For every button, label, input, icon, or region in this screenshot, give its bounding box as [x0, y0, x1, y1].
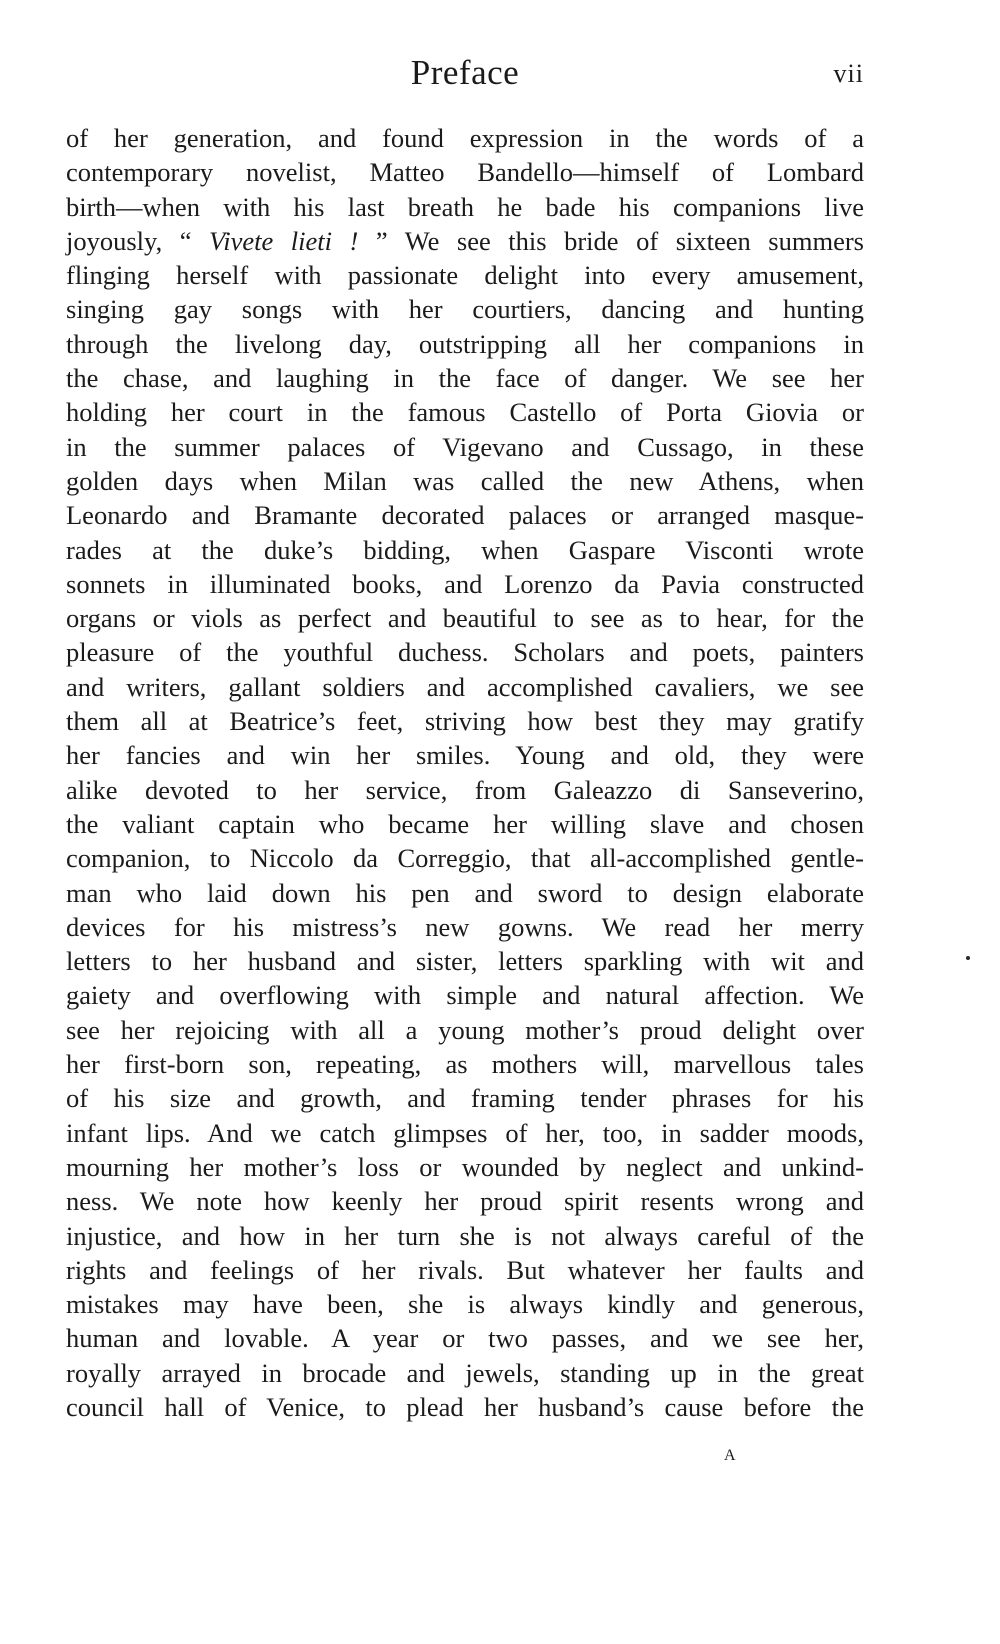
text-line-with-italic-quote — [66, 224, 864, 258]
text-line: Leonardo and Bramante decorated palaces or arranged masque- — [66, 500, 864, 531]
text-line: the chase, and laughing in the face of danger. We see her — [66, 363, 864, 394]
text-line: golden days when Milan was called the new Athens, when — [66, 465, 864, 496]
text-line: human and lovable. A year or two passes, and we see her, — [66, 1323, 864, 1354]
text-line: council hall of Venice, to plead her husband’s cause before the — [66, 1391, 864, 1422]
text-line: devices for his mistress’s new gowns. We read her merry — [66, 911, 864, 942]
text-line: contemporary novelist, Matteo Bandello—himself of Lombard — [66, 157, 864, 188]
text-line: sonnets in illuminated books, and Lorenzo da Pavia constructed — [66, 568, 864, 599]
text-line: organs or viols as perfect and beautiful to see as to hear, for the — [66, 603, 864, 634]
page-title: Preface — [410, 53, 520, 92]
ink-speck — [966, 956, 970, 960]
text-line: holding her court in the famous Castello of Porta Giovia or — [66, 397, 864, 428]
signature-mark: A — [724, 1447, 737, 1464]
running-head — [66, 48, 864, 98]
text-line: through the livelong day, outstripping all her companions in — [66, 328, 864, 359]
text-line: the valiant captain who became her willing slave and chosen — [66, 808, 864, 839]
text-line: of her generation, and found expression in the words of a — [66, 123, 864, 153]
italic-quotation: Vivete lieti ! — [209, 225, 359, 256]
text-line: rades at the duke’s bidding, when Gaspare Visconti wrote — [66, 534, 864, 565]
preface-body-text — [66, 121, 864, 1424]
text-line: mistakes may have been, she is always kindly and generous, — [66, 1289, 864, 1320]
text-line: man who laid down his pen and sword to design elaborate — [66, 877, 864, 908]
text-line: pleasure of the youthful duchess. Scholars and poets, painters — [66, 637, 864, 668]
text-line: injustice, and how in her turn she is not always careful of the — [66, 1220, 864, 1251]
text-line: of his size and growth, and framing tender phrases for his — [66, 1083, 864, 1114]
text-line: see her rejoicing with all a young mother’s proud delight over — [66, 1014, 864, 1045]
text-line: letters to her husband and sister, letters sparkling with wit and — [66, 946, 864, 977]
text-segment: ” We see this bride of sixteen summers — [358, 225, 864, 256]
text-line: gaiety and overflowing with simple and natural affection. We — [66, 980, 864, 1011]
text-line: them all at Beatrice’s feet, striving how best they may gratify — [66, 706, 864, 737]
text-line: birth—when with his last breath he bade his companions live — [66, 191, 864, 222]
text-line: companion, to Niccolo da Correggio, that all-accomplished gentle- — [66, 843, 864, 874]
text-line: in the summer palaces of Vigevano and Cussago, in these — [66, 431, 864, 462]
text-line: singing gay songs with her courtiers, dancing and hunting — [66, 294, 864, 325]
text-line: rights and feelings of her rivals. But whatever her faults and — [66, 1254, 864, 1285]
text-segment: joyously, “ — [66, 225, 210, 256]
page-number: vii — [833, 59, 864, 88]
text-line: ness. We note how keenly her proud spirit resents wrong and — [66, 1186, 864, 1217]
text-line: alike devoted to her service, from Galeazzo di Sanseverino, — [66, 774, 864, 805]
text-line: her first-born son, repeating, as mothers will, marvellous tales — [66, 1049, 864, 1080]
text-line: infant lips. And we catch glimpses of her, too, in sadder moods, — [66, 1117, 864, 1148]
text-line: and writers, gallant soldiers and accomplished cavaliers, we see — [66, 671, 864, 702]
text-line: mourning her mother’s loss or wounded by neglect and unkind- — [66, 1151, 864, 1182]
text-line: her fancies and win her smiles. Young and old, they were — [66, 740, 864, 771]
text-line: royally arrayed in brocade and jewels, standing up in the great — [66, 1357, 864, 1388]
text-line: flinging herself with passionate delight into every amusement, — [66, 260, 864, 291]
